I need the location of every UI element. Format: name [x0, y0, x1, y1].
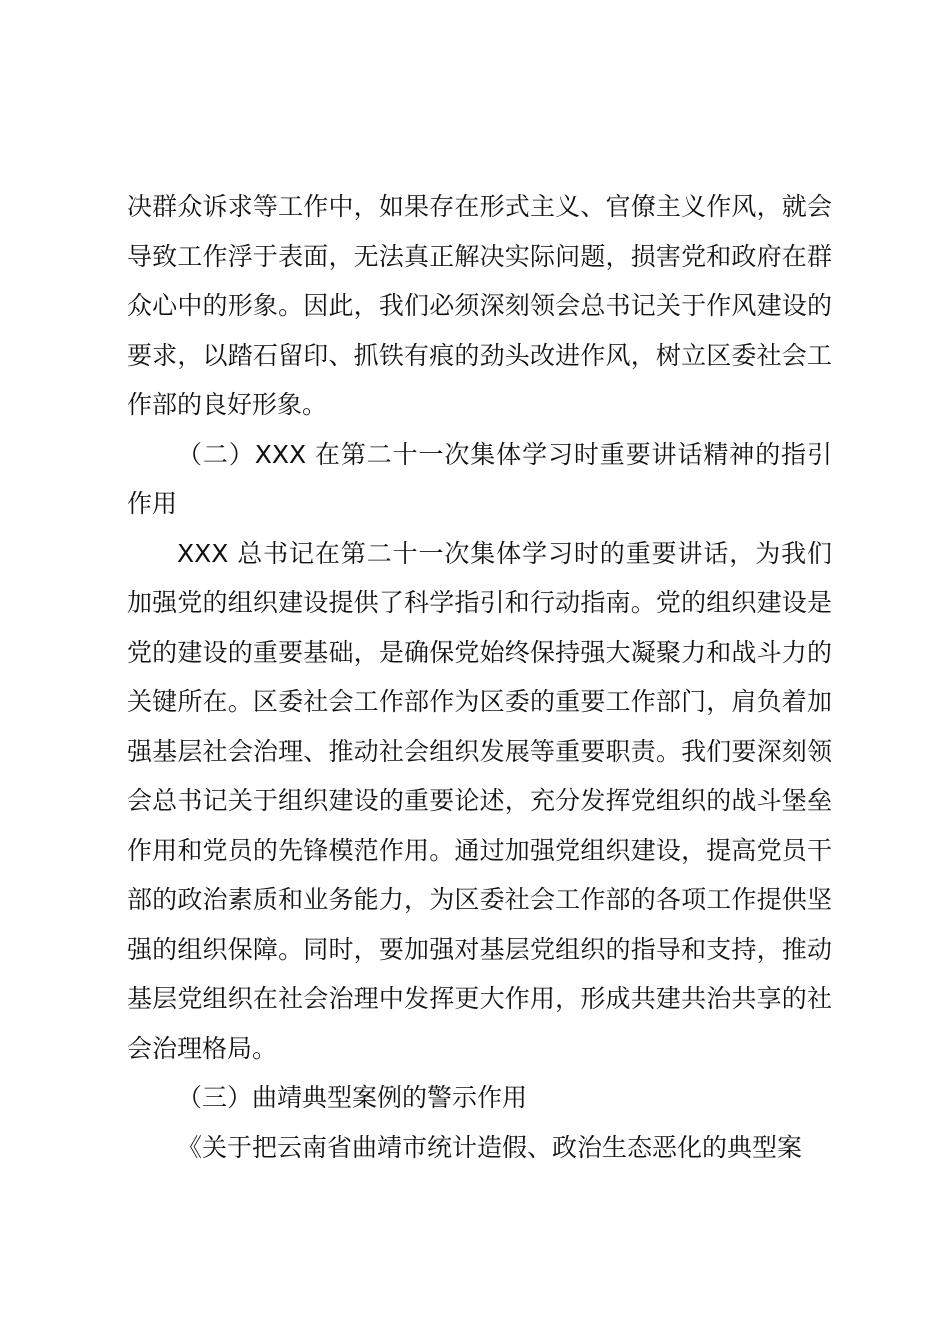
section-heading-3: （三）曲靖典型案例的警示作用	[177, 1083, 528, 1112]
paragraph-org-building: XXX 总书记在第二十一次集体学习时的重要讲话，为我们加强党的组织建设提供了科学指引和行动指南。党的组织建设是党的建设的重要基础，是确保党始终保持强大凝聚力和战斗力的关键所在。区委社会工作部作为区委的重要工作部门，肩负着加强基层社会治理、推动社会组织发展等重要职责。我们要深刻领会总书记关于组织建设的重要论述，充分发挥党组织的战斗堡垒作用和党员的先锋模范作用。通过加强党组织建设，提高党员干部的政治素质和业务能力，为区委社会工作部的各项工作提供坚强的组织保障。同时，要加强对基层党组织的指导和支持，推动基层党组织在社会治理中发挥更大作用，形成共建共治共享的社会治理格局。	[127, 538, 832, 1063]
paragraph-style-intro: 决群众诉求等工作中，如果存在形式主义、官僚主义作风，就会导致工作浮于表面，无法真正解决实际问题，损害党和政府在群众心中的形象。因此，我们必须深刻领会总书记关于作风建设的要求，以踏石留印、抓铁有痕的劲头改进作风，树立区委社会工作部的良好形象。	[127, 192, 832, 419]
paragraph-qujing-case: 《关于把云南省曲靖市统计造假、政治生态恶化的典型案	[177, 1132, 803, 1162]
section-heading-2: （二）XXX 在第二十一次集体学习时重要讲话精神的指引作用	[127, 439, 832, 518]
document-body	[127, 182, 832, 1172]
